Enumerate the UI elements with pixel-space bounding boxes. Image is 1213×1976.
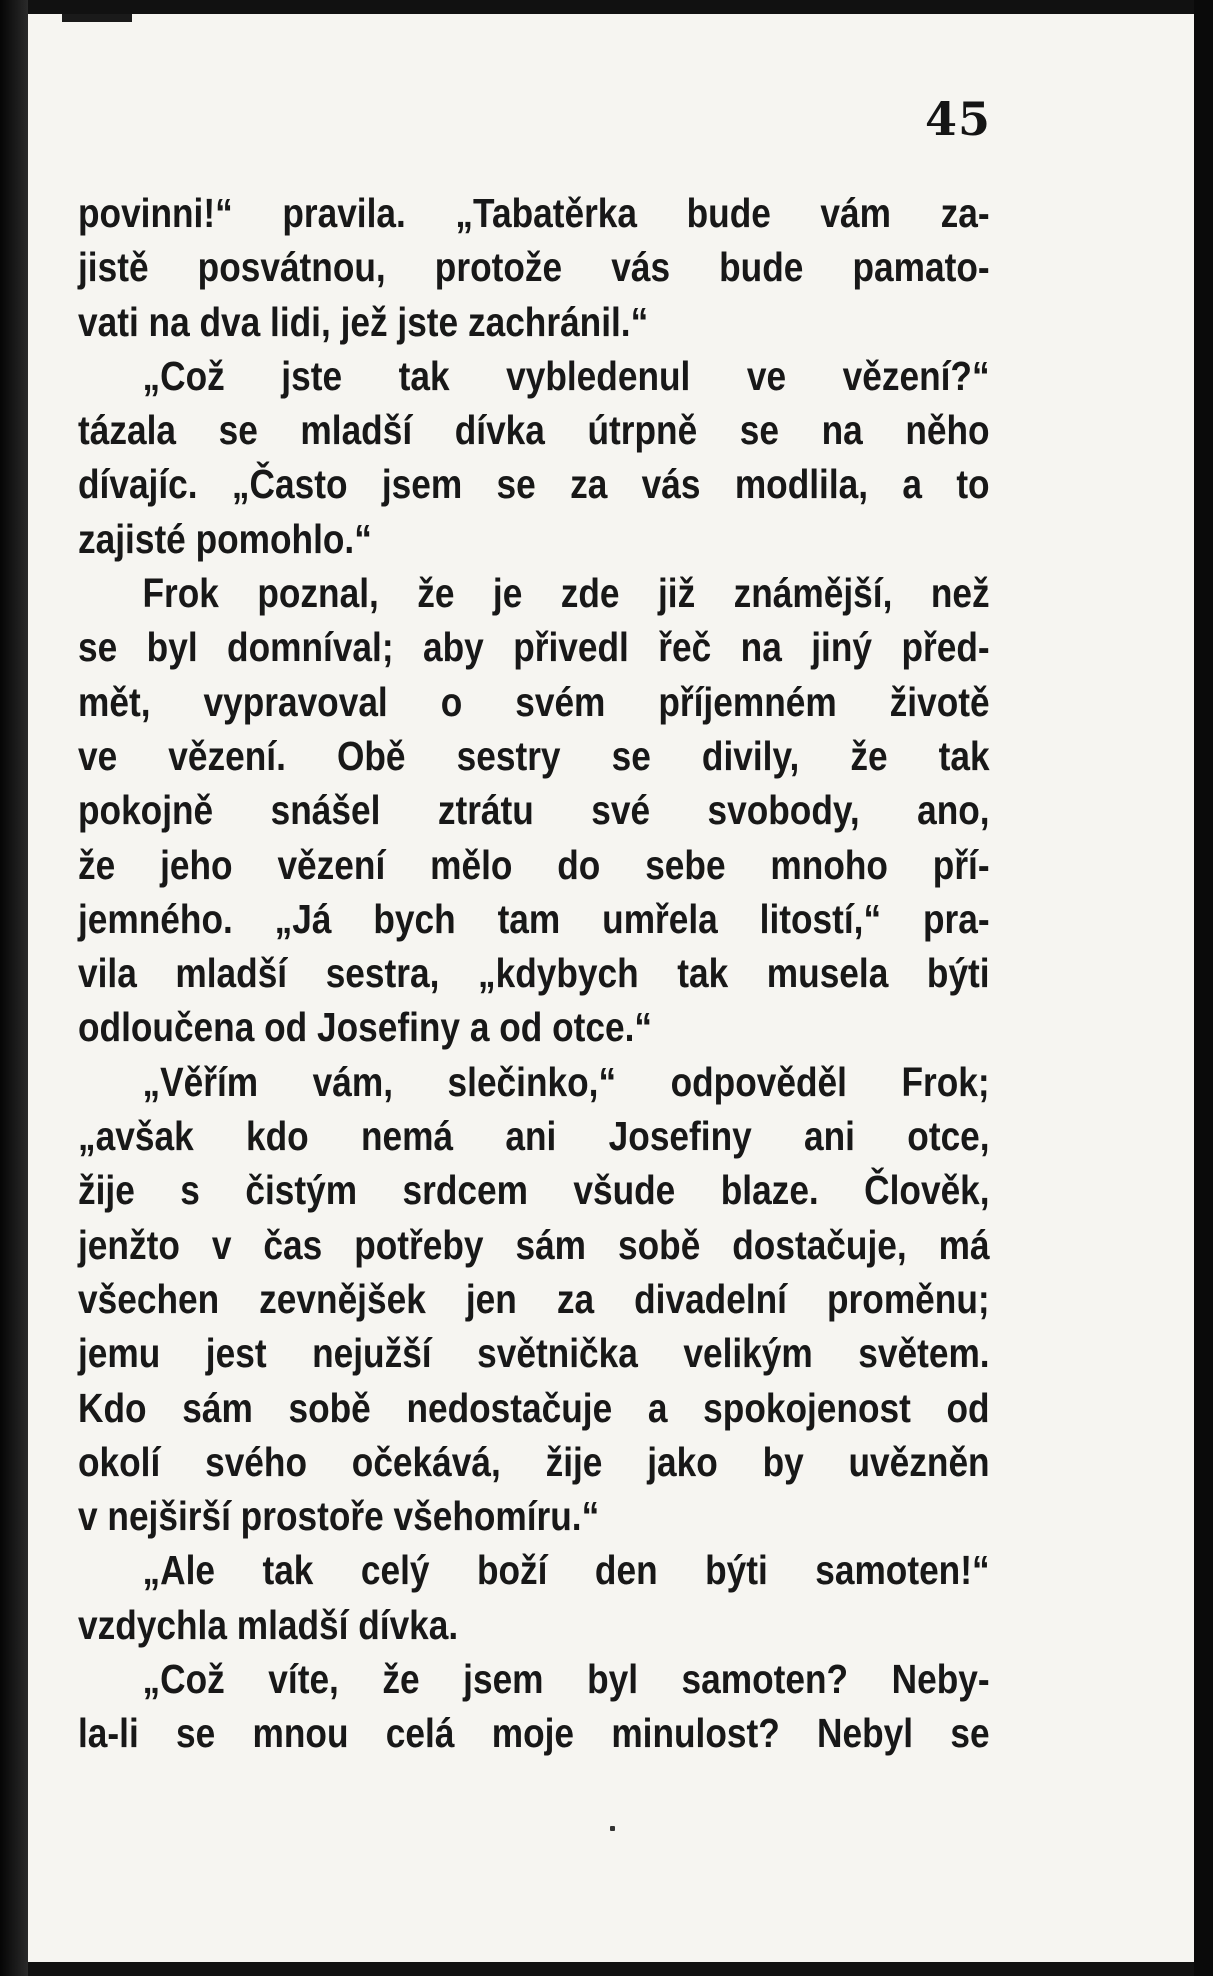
text-line: „Což jste tak vybledenul ve vězení?“ bbox=[142, 352, 990, 399]
text-line: ve vězení. Obě sestry se divily, že tak bbox=[78, 732, 990, 779]
text-line: dívajíc. „Často jsem se za vás modlila, a to bbox=[78, 461, 990, 508]
text-line: Frok poznal, že je zde již známější, než bbox=[142, 570, 990, 617]
body-text bbox=[78, 186, 990, 1761]
text-line: jemného. „Já bych tam umřela litostí,“ pra- bbox=[78, 895, 990, 942]
text-line: jenžto v čas potřeby sám sobě dostačuje, má bbox=[78, 1221, 990, 1268]
text-line: vati na dva lidi, jež jste zachránil.“ bbox=[78, 298, 649, 345]
text-line: mět, vypravoval o svém příjemném životě bbox=[78, 678, 990, 725]
text-line: vzdychla mladší dívka. bbox=[78, 1601, 459, 1648]
text-line: všechen zevnějšek jen za divadelní proměnu; bbox=[78, 1275, 990, 1322]
text-line: „Což víte, že jsem byl samoten? Neby- bbox=[142, 1656, 990, 1703]
text-line: povinni!“ pravila. „Tabatěrka bude vám za- bbox=[78, 190, 990, 236]
text-line: tázala se mladší dívka útrpně se na něho bbox=[78, 407, 990, 454]
text-line: zajisté pomohlo.“ bbox=[78, 515, 372, 562]
text-line: že jeho vězení mělo do sebe mnoho pří- bbox=[78, 841, 990, 888]
text-line: „Ale tak celý boží den býti samoten!“ bbox=[142, 1547, 990, 1594]
left-page-shadow bbox=[0, 0, 28, 1976]
text-line: jistě posvátnou, protože vás bude pamato- bbox=[78, 244, 990, 291]
text-line: pokojně snášel ztrátu své svobody, ano, bbox=[78, 787, 990, 834]
bottom-dot-mark bbox=[610, 1826, 615, 1831]
text-line: okolí svého očekává, žije jako by uvězněn bbox=[78, 1438, 990, 1485]
text-line: „avšak kdo nemá ani Josefiny ani otce, bbox=[78, 1113, 990, 1160]
right-page-edge bbox=[1194, 0, 1213, 1976]
text-line: žije s čistým srdcem všude blaze. Člověk, bbox=[78, 1167, 990, 1214]
text-line: se byl domníval; aby přivedl řeč na jiný před- bbox=[78, 624, 990, 671]
top-scan-mark bbox=[62, 14, 132, 22]
page-number: 45 bbox=[925, 92, 992, 146]
text-line: Kdo sám sobě nedostačuje a spokojenost od bbox=[78, 1384, 990, 1431]
text-line: vila mladší sestra, „kdybych tak musela býti bbox=[78, 950, 990, 997]
text-line: „Věřím vám, slečinko,“ odpověděl Frok; bbox=[142, 1058, 990, 1105]
text-line: odloučena od Josefiny a od otce.“ bbox=[78, 1004, 653, 1051]
text-line: jemu jest nejužší světnička velikým světem. bbox=[78, 1330, 990, 1377]
text-line: la-li se mnou celá moje minulost? Nebyl se bbox=[78, 1710, 990, 1757]
text-line: v nejširší prostoře všehomíru.“ bbox=[78, 1493, 600, 1540]
